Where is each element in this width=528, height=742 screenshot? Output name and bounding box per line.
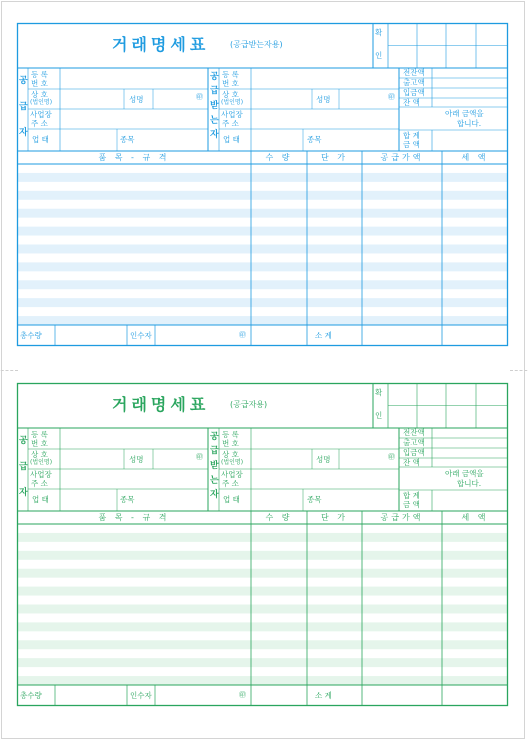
receiver-vertical-label: 는: [210, 476, 219, 486]
supplier-reg-no-label: 번 호: [31, 439, 48, 448]
supplier-address-label: 주 소: [31, 479, 48, 488]
receiver-address-label: 사업장: [221, 470, 243, 479]
summary-prev-label: 전잔액: [403, 68, 425, 77]
summary-total-label: 합 계: [403, 491, 420, 500]
supplier-item-label: 종목: [120, 495, 135, 504]
column-header-unit-price: 단 가: [321, 513, 348, 522]
receiver-reg-no-label: 번 호: [222, 79, 239, 88]
supplier-company-label: 상 호: [31, 90, 48, 99]
supplier-seal-mark: ㊞: [196, 93, 203, 101]
summary-note: 아래 금액을: [445, 109, 484, 118]
summary-out-label: 출고액: [403, 78, 425, 87]
table-row-stripe: [18, 551, 508, 560]
table-row-stripe: [18, 658, 508, 667]
form-subtitle: (공급자용): [230, 400, 268, 409]
receiver-vertical-label: 받: [210, 461, 219, 471]
supplier-business-label: 업 태: [32, 495, 49, 504]
column-header-supply-amount: 공급가액: [380, 513, 424, 522]
summary-out-label: 출고액: [403, 438, 425, 447]
column-header-tax: 세 액: [461, 513, 489, 522]
supplier-name-label: 성명: [129, 95, 144, 104]
form-title: 거래명세표: [112, 35, 210, 54]
receiver-address-label: 주 소: [222, 479, 239, 488]
receiver-reg-no-label: 번 호: [222, 439, 239, 448]
supplier-company-sub-label: (법인명): [30, 99, 53, 106]
table-row-stripe: [18, 298, 508, 307]
footer-subtotal-label: 소 계: [315, 331, 332, 340]
form-grid: [17, 23, 508, 346]
receiver-vertical-label: 급: [210, 86, 219, 96]
column-header-supply-amount: 공급가액: [380, 153, 424, 162]
receiver-seal-mark: ㊞: [388, 93, 395, 101]
supplier-vertical-label: 자: [19, 488, 28, 498]
table-row-stripe: [18, 262, 508, 271]
supplier-business-label: 업 태: [32, 135, 49, 144]
receiver-reg-no-label: 등 록: [222, 70, 239, 79]
supplier-address-label: 주 소: [31, 119, 48, 128]
summary-total-label: 금 액: [403, 140, 420, 149]
table-row-stripe: [18, 569, 508, 578]
table-row-stripe: [18, 676, 508, 685]
table-row-stripe: [18, 209, 508, 218]
supplier-vertical-label: 급: [19, 102, 28, 112]
summary-note: 합니다.: [457, 479, 482, 488]
footer-seal-mark: ㊞: [239, 691, 246, 699]
supplier-vertical-label: 자: [19, 128, 28, 138]
confirm-label: 인: [375, 411, 383, 420]
receiver-vertical-label: 받: [210, 101, 219, 111]
table-row-stripe: [18, 227, 508, 236]
footer-seal-mark: ㊞: [239, 331, 246, 339]
receiver-company-sub-label: (법인명): [221, 99, 244, 106]
column-header-tax: 세 액: [461, 153, 489, 162]
receiver-vertical-label: 자: [210, 490, 219, 500]
supplier-company-sub-label: (법인명): [30, 459, 53, 466]
column-header-item-spec: 품 목 - 규 격: [98, 513, 170, 522]
receiver-business-label: 업 태: [223, 135, 240, 144]
footer-total-qty-label: 총수량: [20, 331, 42, 340]
column-header-quantity: 수 량: [265, 153, 293, 162]
summary-note: 아래 금액을: [445, 469, 484, 478]
table-row-stripe: [18, 622, 508, 631]
form-title: 거래명세표: [112, 395, 210, 414]
receiver-company-sub-label: (법인명): [221, 459, 244, 466]
footer-receiver-label: 인수자: [130, 691, 152, 700]
table-row-stripe: [18, 316, 508, 325]
receiver-vertical-label: 공: [210, 432, 219, 442]
column-header-item-spec: 품 목 - 규 격: [98, 153, 170, 162]
cut-line-left: [0, 370, 18, 371]
supplier-name-label: 성명: [129, 455, 144, 464]
table-row-stripe: [18, 587, 508, 596]
supplier-vertical-label: 공: [19, 436, 28, 446]
confirm-label: 인: [375, 51, 383, 60]
supplier-vertical-label: 급: [19, 462, 28, 472]
receiver-address-label: 사업장: [221, 110, 243, 119]
invoice-form-supplier: [17, 383, 508, 706]
receiver-vertical-label: 자: [210, 130, 219, 140]
table-row-stripe: [18, 280, 508, 289]
form-outer-border: [18, 24, 508, 346]
form-subtitle: (공급받는자용): [230, 40, 283, 49]
footer-subtotal-label: 소 계: [315, 691, 332, 700]
footer-total-qty-label: 총수량: [20, 691, 42, 700]
cut-line-right: [510, 370, 528, 371]
receiver-name-label: 성명: [316, 95, 331, 104]
supplier-reg-no-label: 등 록: [31, 430, 48, 439]
supplier-address-label: 사업장: [30, 110, 52, 119]
table-row-stripe: [18, 245, 508, 254]
invoice-form-recipient: [17, 23, 508, 346]
column-header-quantity: 수 량: [265, 513, 293, 522]
receiver-reg-no-label: 등 록: [222, 430, 239, 439]
receiver-vertical-label: 는: [210, 116, 219, 126]
summary-in-label: 입금액: [403, 88, 425, 97]
receiver-company-label: 상 호: [222, 90, 239, 99]
form-outer-border: [18, 384, 508, 706]
receiver-item-label: 종목: [307, 135, 322, 144]
supplier-address-label: 사업장: [30, 470, 52, 479]
summary-total-label: 금 액: [403, 500, 420, 509]
summary-in-label: 입금액: [403, 448, 425, 457]
confirm-label: 확: [375, 28, 383, 37]
supplier-reg-no-label: 번 호: [31, 79, 48, 88]
summary-balance-label: 잔 액: [403, 98, 420, 107]
receiver-item-label: 종목: [307, 495, 322, 504]
column-header-unit-price: 단 가: [321, 153, 348, 162]
summary-balance-label: 잔 액: [403, 458, 420, 467]
summary-prev-label: 전잔액: [403, 428, 425, 437]
receiver-address-label: 주 소: [222, 119, 239, 128]
table-row-stripe: [18, 191, 508, 200]
supplier-reg-no-label: 등 록: [31, 70, 48, 79]
supplier-item-label: 종목: [120, 135, 135, 144]
summary-total-label: 합 계: [403, 131, 420, 140]
receiver-business-label: 업 태: [223, 495, 240, 504]
table-row-stripe: [18, 605, 508, 614]
form-grid: [17, 383, 508, 706]
supplier-seal-mark: ㊞: [196, 453, 203, 461]
table-row-stripe: [18, 173, 508, 182]
supplier-vertical-label: 공: [19, 76, 28, 86]
footer-receiver-label: 인수자: [130, 331, 152, 340]
receiver-seal-mark: ㊞: [388, 453, 395, 461]
receiver-vertical-label: 공: [210, 72, 219, 82]
confirm-label: 확: [375, 388, 383, 397]
table-row-stripe: [18, 640, 508, 649]
supplier-company-label: 상 호: [31, 450, 48, 459]
table-row-stripe: [18, 533, 508, 542]
receiver-name-label: 성명: [316, 455, 331, 464]
receiver-company-label: 상 호: [222, 450, 239, 459]
summary-note: 합니다.: [457, 119, 482, 128]
receiver-vertical-label: 급: [210, 446, 219, 456]
